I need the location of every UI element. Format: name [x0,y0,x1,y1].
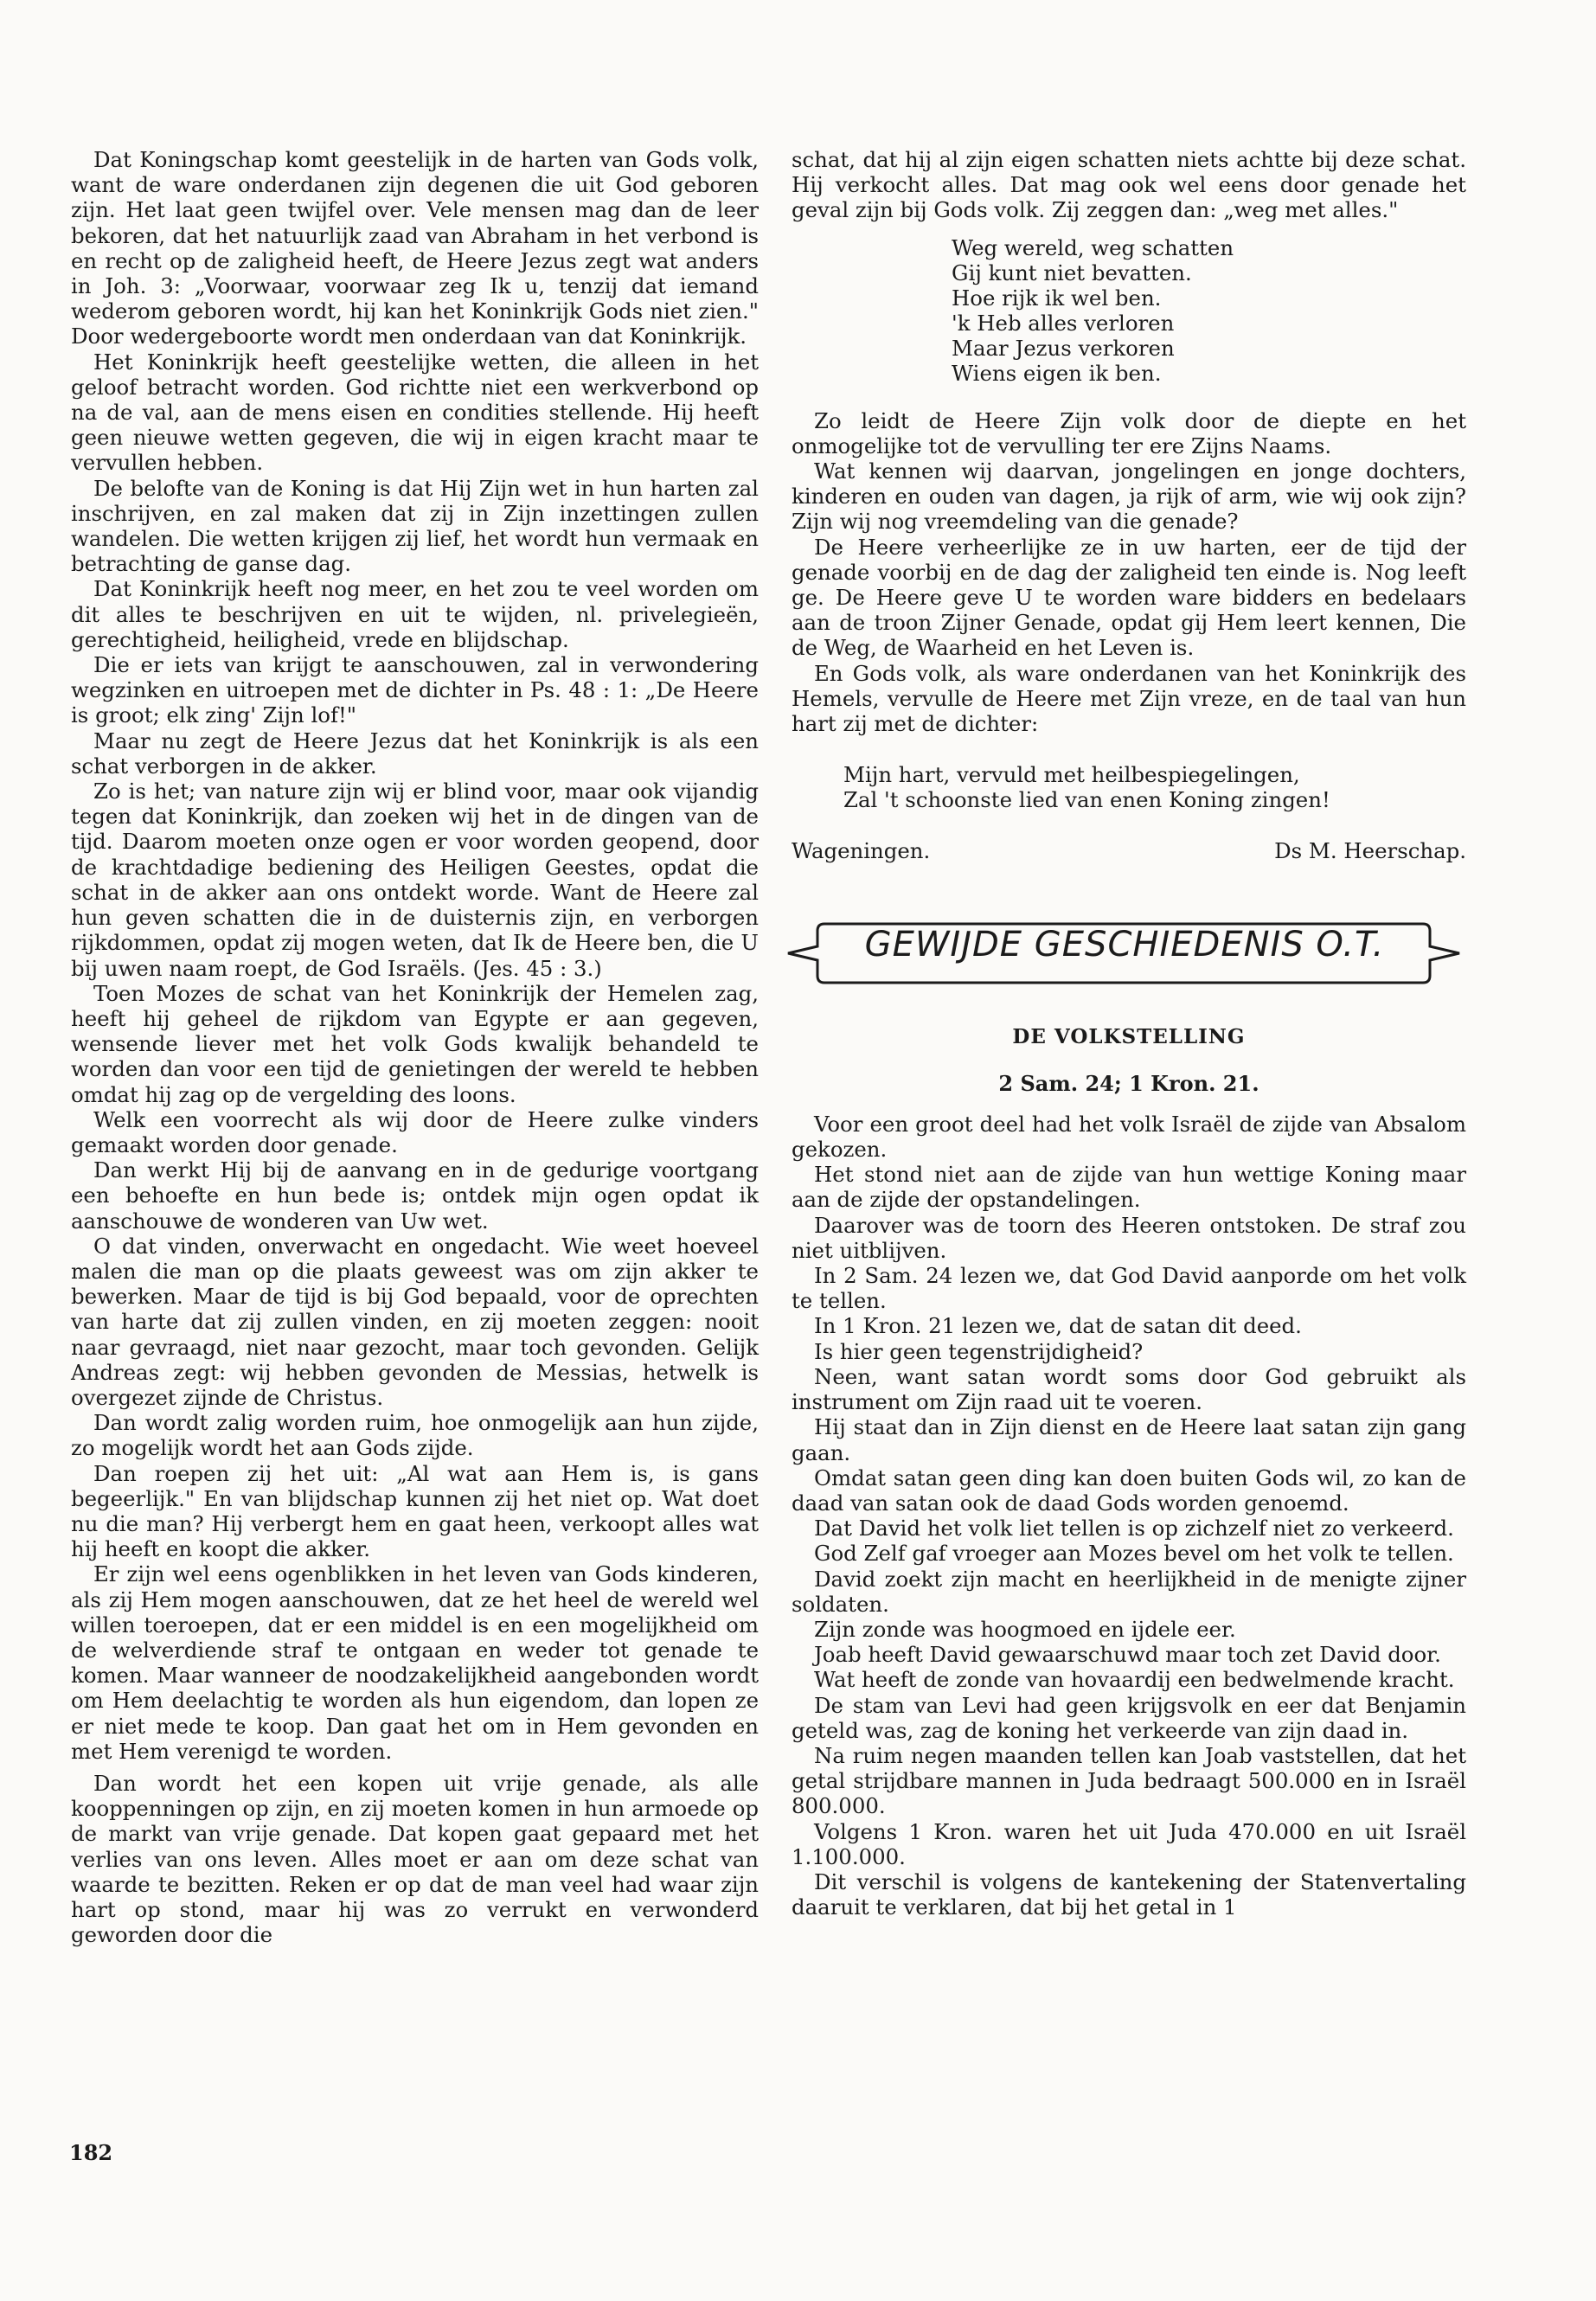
paragraph: Wat heeft de zonde van hovaardij een bedwelmende kracht. [814,1667,1455,1693]
paragraph: David zoekt zijn macht en heerlijkheid in de menigte zijner soldaten. [792,1566,1466,1617]
paragraph: Zo leidt de Heere Zijn volk door de diepte en het onmogelijke tot de vervulling ter ere Zijns Naams. [792,407,1466,458]
paragraph: Toen Mozes de schat van het Koninkrijk der Hemelen zag, heeft hij geheel de rijkdom van Egypte er aan gegeven, wensende liever met het volk Gods kwalijk behandeld te worden dan voor een tijd de genietingen der wereld te hebben omdat hij zag op de vergelding des loons. [71,980,759,1107]
section-title: DE VOLKSTELLING [1012,1025,1246,1049]
paragraph: De stam van Levi had geen krijgsvolk en eer dat Benjamin geteld was, zag de koning het verkeerde van zijn daad in. [792,1692,1466,1743]
paragraph: God Zelf gaf vroeger aan Mozes bevel om het volk te tellen. [814,1541,1454,1567]
paragraph: Dat Koninkrijk heeft nog meer, en het zou te veel worden om dit alles te beschrijven en uit te wijden, nl. privelegieën, gerechtigheid, heiligheid, vrede en blijdschap. [71,576,759,652]
paragraph: Is hier geen tegenstrijdigheid? [814,1338,1144,1364]
signature-place: Wageningen. [792,838,931,864]
paragraph: Wat kennen wij daarvan, jongelingen en jonge dochters, kinderen en ouden van dagen, ja rijk of arm, wie wij ook zijn? Zijn wij nog vreemdeling van die genade? [792,458,1466,535]
poem [792,762,1466,812]
paragraph: Voor een groot deel had het volk Israël de zijde van Absalom gekozen. [792,1111,1466,1163]
right-column [792,147,1466,1920]
poem-line: Gij kunt niet bevatten. [952,260,1192,285]
poem-line: Maar Jezus verkoren [952,335,1175,361]
header-title: GEWIJDE GESCHIEDENIS O.T. [864,925,1385,965]
poem-line: 'k Heb alles verloren [952,310,1175,336]
paragraph: In 1 Kron. 21 lezen we, dat de satan dit deed. [814,1313,1302,1339]
paragraph: Het stond niet aan de zijde van hun wettige Koning maar aan de zijde der opstandelingen. [792,1162,1466,1213]
paragraph: Daarover was de toorn des Heeren ontstoken. De straf zou niet uitblijven. [792,1212,1466,1263]
paragraph: Maar nu zegt de Heere Jezus dat het Koninkrijk is als een schat verborgen in de akker. [71,727,759,779]
paragraph: Neen, want satan wordt soms door God gebruikt als instrument om Zijn raad uit te voeren. [792,1363,1466,1415]
paragraph: schat, dat hij al zijn eigen schatten niets achtte bij deze schat. Hij verkocht alles. Dat mag ook wel eens door genade het geval zijn bij Gods volk. Zij zeggen dan: „weg met alles." [792,147,1466,223]
paragraph: Dat Koningschap komt geestelijk in de harten van Gods volk, want de ware onderdanen zijn degenen die uit God geboren zijn. Het laat geen twijfel over. Vele mensen mag dan de leer bekoren, dat het natuurlijk zaad van Abraham in het verbond is en recht op de zaligheid heeft, de Heere Jezus zegt wat anders in Joh. 3: „Voorwaar, voorwaar zeg Ik u, tenzij dat iemand wederom geboren wordt, hij kan het Koninkrijk Gods niet zien." Door wedergeboorte wordt men onderdaan van dat Koninkrijk. [71,147,759,349]
poem [792,235,1466,386]
paragraph: Dan wordt zalig worden ruim, hoe onmogelijk aan hun zijde, zo mogelijk wordt het aan Gods zijde. [71,1410,759,1461]
poem-line: Zal 't schoonste lied van enen Koning zingen! [843,787,1330,813]
paragraph: Dan roepen zij het uit: „Al wat aan Hem is, is gans begeerlijk." En van blijdschap kunnen zij het niet op. Wat doet nu die man? Hij verbergt hem en gaat heen, verkoopt alles wat hij heeft en koopt die akker. [71,1460,759,1562]
paragraph: Dit verschil is volgens de kantekening der Statenvertaling daaruit te verklaren, dat bij het getal in 1 [792,1868,1466,1920]
paragraph: En Gods volk, als ware onderdanen van het Koninkrijk des Hemels, vervulle de Heere met Zijn vreze, en de taal van hun hart zij met de dichter: [792,660,1466,737]
paragraph: Dan werkt Hij bij de aanvang en in de gedurige voortgang een behoefte en hun bede is; ontdek mijn ogen opdat ik aanschouwe de wonderen van Uw wet. [71,1157,759,1234]
paragraph: Joab heeft David gewaarschuwd maar toch zet David door. [814,1642,1441,1668]
section-header [783,913,1466,993]
page-number: 182 [69,2140,113,2165]
paragraph: Volgens 1 Kron. waren het uit Juda 470.000 en uit Israël 1.100.000. [792,1818,1466,1869]
poem-line: Wiens eigen ik ben. [952,360,1162,386]
paragraph: De Heere verheerlijke ze in uw harten, eer de tijd der genade voorbij en de dag der zaligheid ten einde is. Nog leeft ge. De Heere geve U te worden ware bidders en bedelaars aan de troon Zijner Genade, opdat gij Hem leert kennen, Die de Weg, de Waarheid en het Leven is. [792,534,1466,661]
section-reference: 2 Sam. 24; 1 Kron. 21. [998,1070,1259,1096]
signature-author: Ds M. Heerschap. [1274,838,1466,864]
signature [792,838,1466,863]
paragraph: De belofte van de Koning is dat Hij Zijn wet in hun harten zal inschrijven, en zal maken dat zij in Zijn inzettingen zullen wandelen. Die wetten krijgen zij lief, het wordt hun vermaak en betrachting de ganse dag. [71,475,759,577]
paragraph: Dan wordt het een kopen uit vrije genade, als alle kooppenningen op zijn, en zij moeten komen in hun armoede op de markt van vrije genade. Dat kopen gaat gepaard met het verlies van ons leven. Alles moet er aan om deze schat van waarde te bezitten. Reken er op dat de man veel had waar zijn hart op stond, maar hij was zo verrukt en verwonderd geworden door die [71,1771,759,1948]
left-column [71,147,759,1947]
paragraph: O dat vinden, onverwacht en ongedacht. Wie weet hoeveel malen die man op die plaats geweest was om zijn akker te bewerken. Maar de tijd is bij God bepaald, voor de oprechten van harte dat zij zullen vinden, en zij moeten zeggen: nooit naar gevraagd, niet naar gezocht, maar toch gevonden. Gelijk Andreas zegt: wij hebben gevonden de Messias, hetwelk is overgezet zijnde de Christus. [71,1233,759,1410]
paragraph: Die er iets van krijgt te aanschouwen, zal in verwondering wegzinken en uitroepen met de dichter in Ps. 48 : 1: „De Heere is groot; elk zing' Zijn lof!" [71,652,759,728]
paragraph: Welk een voorrecht als wij door de Heere zulke vinders gemaakt worden door genade. [71,1106,759,1157]
paragraph: Zo is het; van nature zijn wij er blind voor, maar ook vijandig tegen dat Koninkrijk, dan zoeken wij het in de dingen van de tijd. Daarom moeten onze ogen er voor worden geopend, door de krachtdadige bediening des Heiligen Geestes, opdat die schat in de akker aan ons ontdekt worde. Want de Heere zal hun geven schatten die in de duisternis zijn, en verborgen rijkdommen, opdat zij mogen weten, dat Ik de Heere ben, die U bij uwen naam roept, de God Israëls. (Jes. 45 : 3.) [71,779,759,981]
paragraph: Dat David het volk liet tellen is op zichzelf niet zo verkeerd. [814,1516,1454,1541]
paragraph: Na ruim negen maanden tellen kan Joab vaststellen, dat het getal strijdbare mannen in Juda bedraagt 500.000 en in Israël 800.000. [792,1742,1466,1819]
paragraph: In 2 Sam. 24 lezen we, dat God David aanporde om het volk te tellen. [792,1263,1466,1314]
poem-line: Weg wereld, weg schatten [952,234,1234,260]
paragraph: Omdat satan geen ding kan doen buiten Gods wil, zo kan de daad van satan ook de daad Gods worden genoemd. [792,1465,1466,1516]
paragraph: Hij staat dan in Zijn dienst en de Heere laat satan zijn gang gaan. [792,1414,1466,1465]
paragraph: Het Koninkrijk heeft geestelijke wetten, die alleen in het geloof betracht worden. God richtte niet een werkverbond op na de val, aan de mens eisen en condities stellende. Hij heeft geen nieuwe wetten gegeven, die wij in eigen kracht maar te vervullen hebben. [71,349,759,476]
paragraph: Zijn zonde was hoogmoed en ijdele eer. [814,1616,1236,1642]
paragraph: Er zijn wel eens ogenblikken in het leven van Gods kinderen, als zij Hem mogen aanschouwen, dat ze het heel de wereld wel willen toeroepen, dat er een middel is en een mogelijkheid om de welverdiende straf te ontgaan en weder tot genade te komen. Maar wanneer de noodzakelijkheid aangebonden wordt om Hem deelachtig te worden als hun eigendom, dan lopen ze er niet mede te koop. Dan gaat het om in Hem gevonden en met Hem verenigd te worden. [71,1561,759,1764]
poem-line: Mijn hart, vervuld met heilbespiegelingen, [843,762,1300,788]
poem-line: Hoe rijk ik wel ben. [952,285,1162,311]
